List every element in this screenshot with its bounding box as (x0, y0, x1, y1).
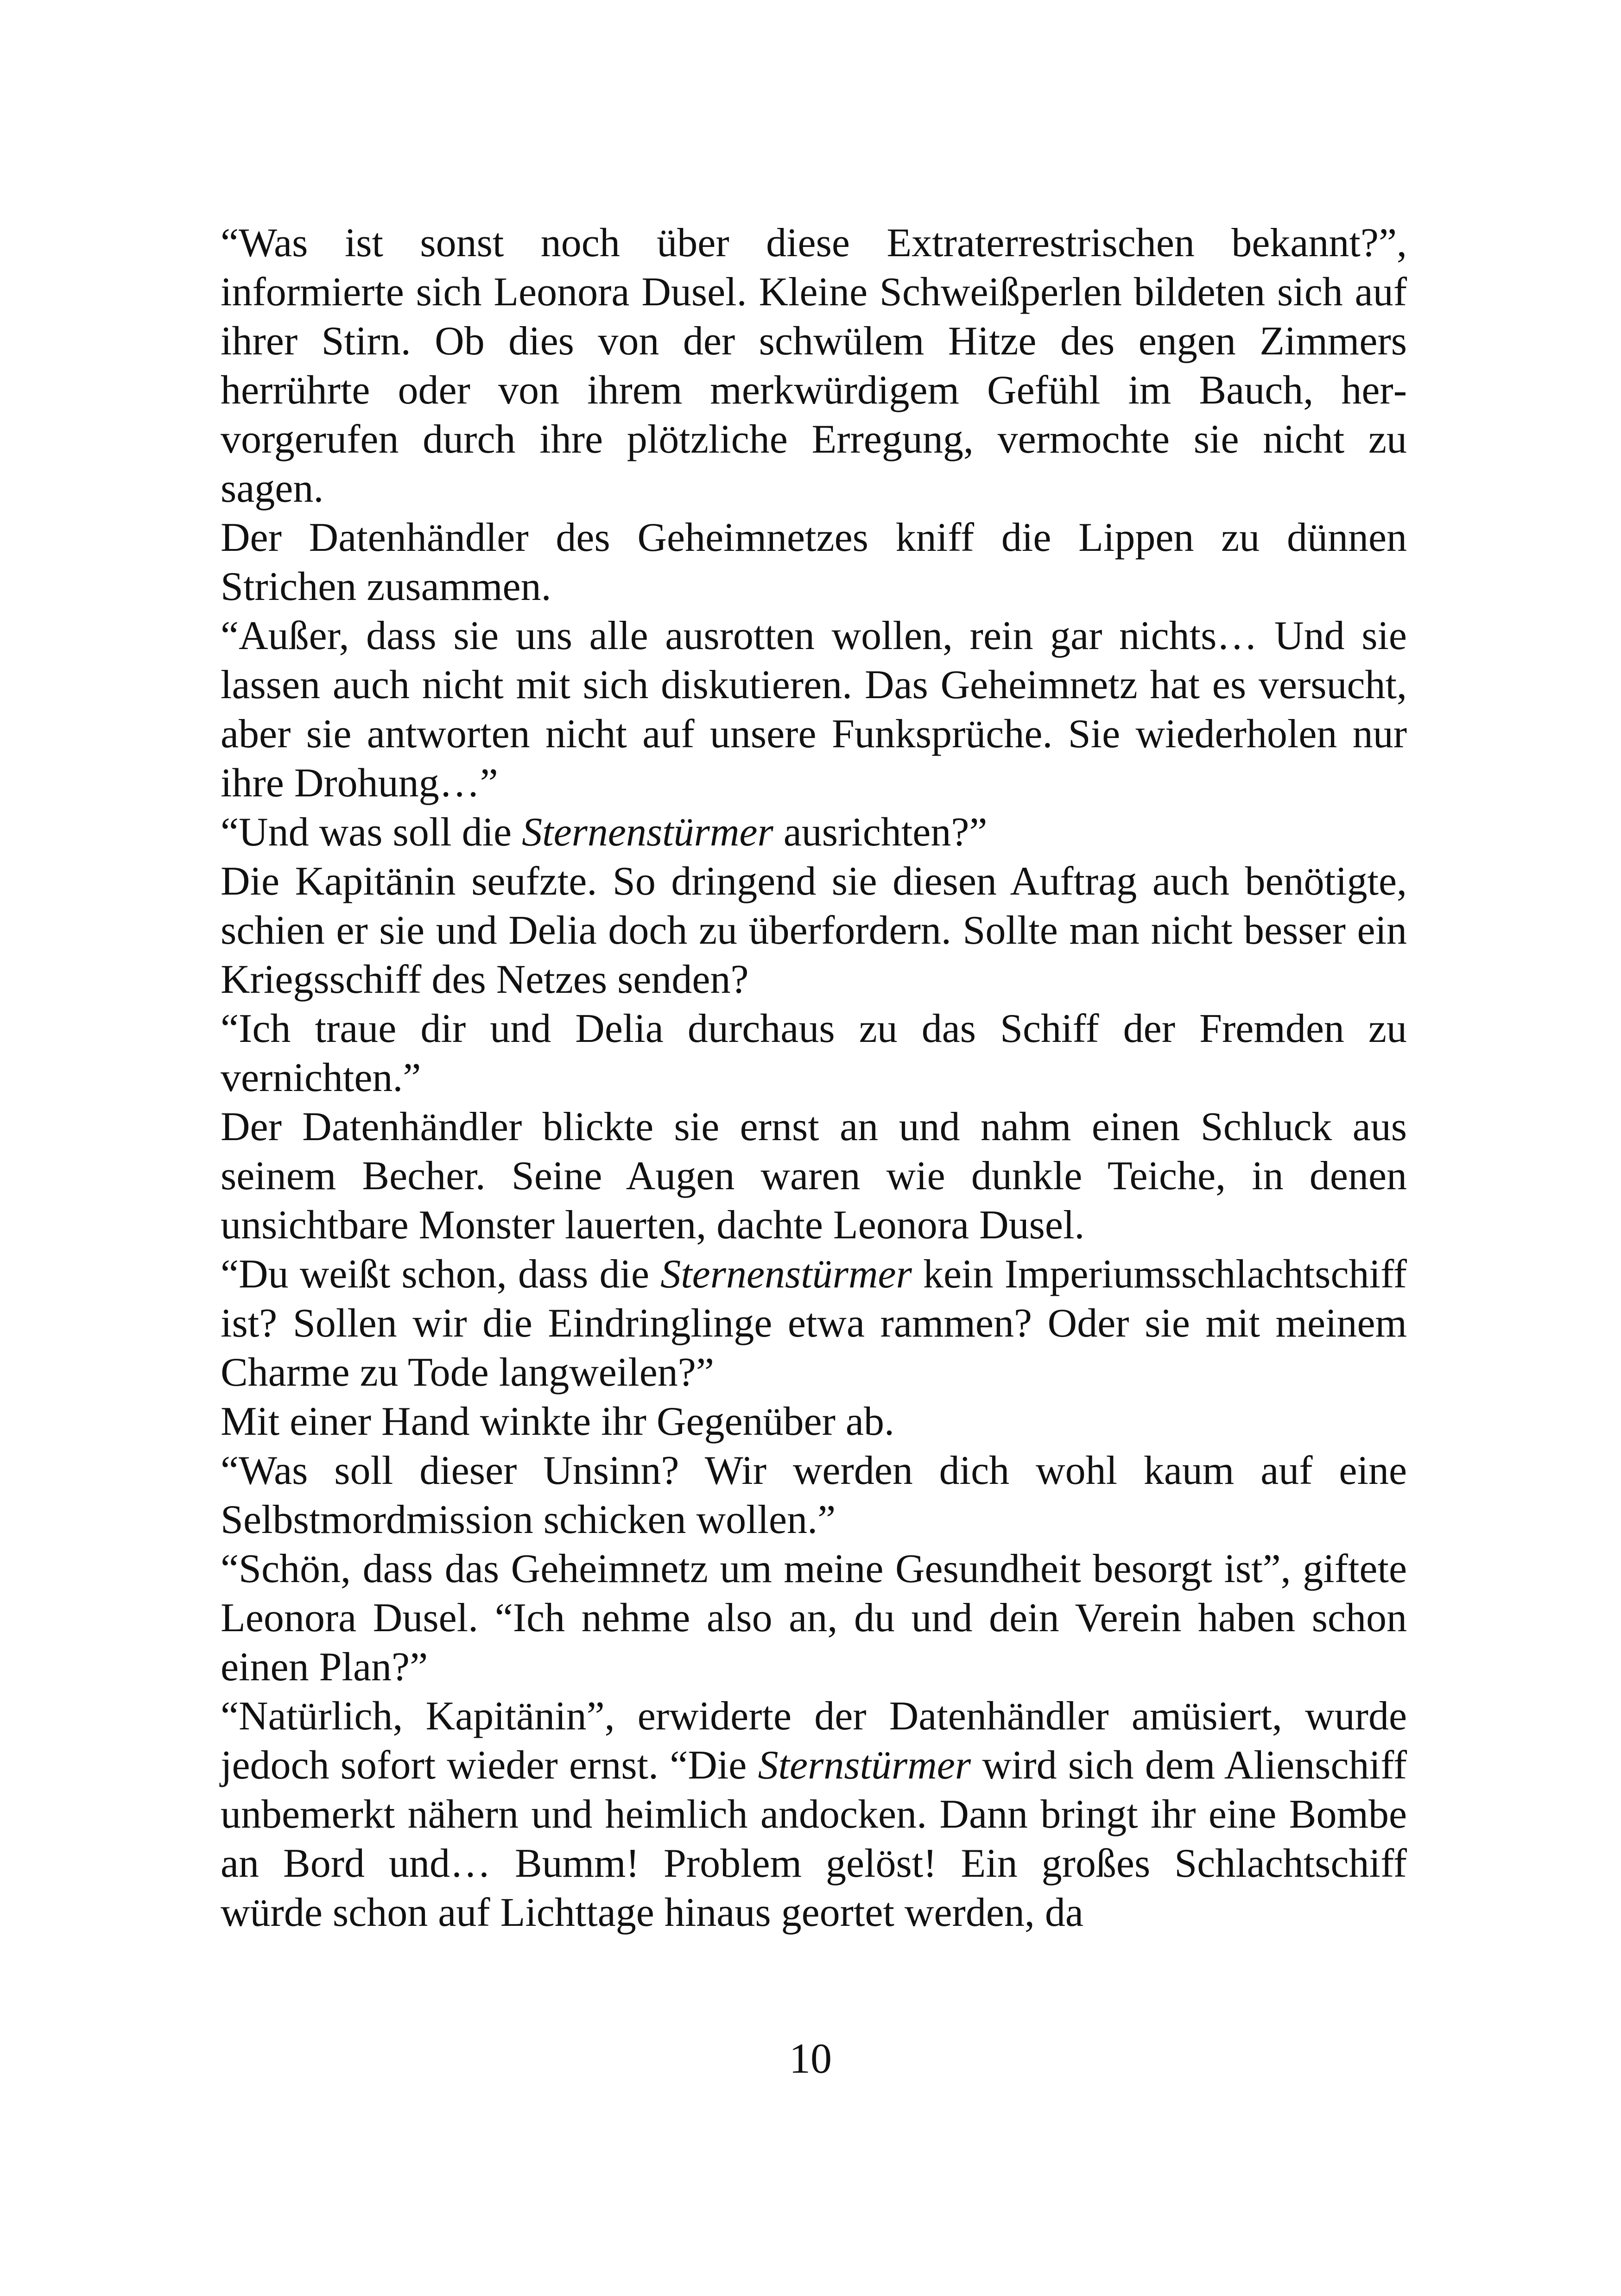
text-run: “Was ist sonst noch über diese Extraterrestrischen bekannt?”, informierte sich Leonora Dusel. Kleine Schweißperlen bildeten sich auf ihrer Stirn. Ob dies von der schwülem Hitze des engen Zimmers herrührte oder von ihrem merkwürdigem Gefühl im Bauch, hervorgerufen durch ihre plötzliche Erregung, vermochte sie nicht zu sagen. (221, 221, 1407, 511)
text-run: Der Datenhändler des Geheimnetzes kniff die Lippen zu dünnen Strichen zusammen. (221, 515, 1407, 609)
text-run: Der Datenhändler blickte sie ernst an und nahm einen Schluck aus seinem Becher. Seine Augen waren wie dunkle Teiche, in denen unsichtbare Monster lauerten, dachte Leonora Dusel. (221, 1104, 1407, 1248)
paragraph (221, 1103, 1407, 1250)
text-run: “Natürlich, Kapitänin”, erwiderte der Datenhändler amüsiert, wurde jedoch sofort wieder ernst. “Die (221, 1694, 1407, 1788)
text-run: kein Imperiumsschlachtschiff ist? Sollen wir die Eindringlinge etwa rammen? Oder sie mit meinem Charme zu Tode langweilen?” (221, 1252, 1407, 1395)
paragraph (221, 513, 1407, 612)
paragraph (221, 857, 1407, 1004)
text-run: “Schön, dass das Geheimnetz um meine Gesundheit besorgt ist”, giftete Leonora Dusel. “Ich nehme also an, du und dein Verein haben schon einen Plan?” (221, 1546, 1407, 1690)
paragraph (221, 1250, 1407, 1397)
paragraph (221, 1545, 1407, 1692)
paragraph (221, 219, 1407, 513)
text-run: “Ich traue dir und Delia durchaus zu das Schiff der Fremden zu vernichten.” (221, 1006, 1407, 1100)
paragraph (221, 1397, 1407, 1446)
ship-name-italic: Sternstürmer (758, 1743, 971, 1788)
paragraph (221, 1004, 1407, 1103)
text-run: ausrichten?” (773, 810, 988, 855)
text-run: “Du weißt schon, dass die (221, 1252, 661, 1297)
text-run: Mit einer Hand winkte ihr Gegenüber ab. (221, 1399, 894, 1444)
paragraph (221, 1446, 1407, 1545)
text-run: “Was soll dieser Unsinn? Wir werden dich wohl kaum auf eine Selbstmordmission schicken wollen.” (221, 1448, 1407, 1542)
paragraph (221, 808, 1407, 857)
ship-name-italic: Sternenstürmer (522, 810, 773, 855)
page-number: 10 (789, 2035, 832, 2082)
text-run: Die Kapitänin seufzte. So dringend sie diesen Auftrag auch benötigte, schien er sie und Delia doch zu überfordern. Sollte man nicht besser ein Kriegsschiff des Netzes senden? (221, 859, 1407, 1002)
paragraph (221, 1692, 1407, 1937)
ship-name-italic: Sternenstürmer (660, 1252, 912, 1297)
paragraph (221, 612, 1407, 808)
text-run: wird sich dem Alienschiff unbemerkt nähern und heimlich andocken. Dann bringt ihr eine Bombe an Bord und… Bumm! Problem gelöst! Ein großes Schlachtschiff würde schon auf Lichttage hinaus geortet werden, da (221, 1743, 1407, 1935)
body-text (221, 219, 1407, 1937)
text-run: “Außer, dass sie uns alle ausrotten wollen, rein gar nichts… Und sie lassen auch nicht mit sich diskutieren. Das Geheimnetz hat es versucht, aber sie antworten nicht auf unsere Funksprüche. Sie wiederholen nur ihre Drohung…” (221, 613, 1407, 806)
text-run: “Und was soll die (221, 810, 522, 855)
